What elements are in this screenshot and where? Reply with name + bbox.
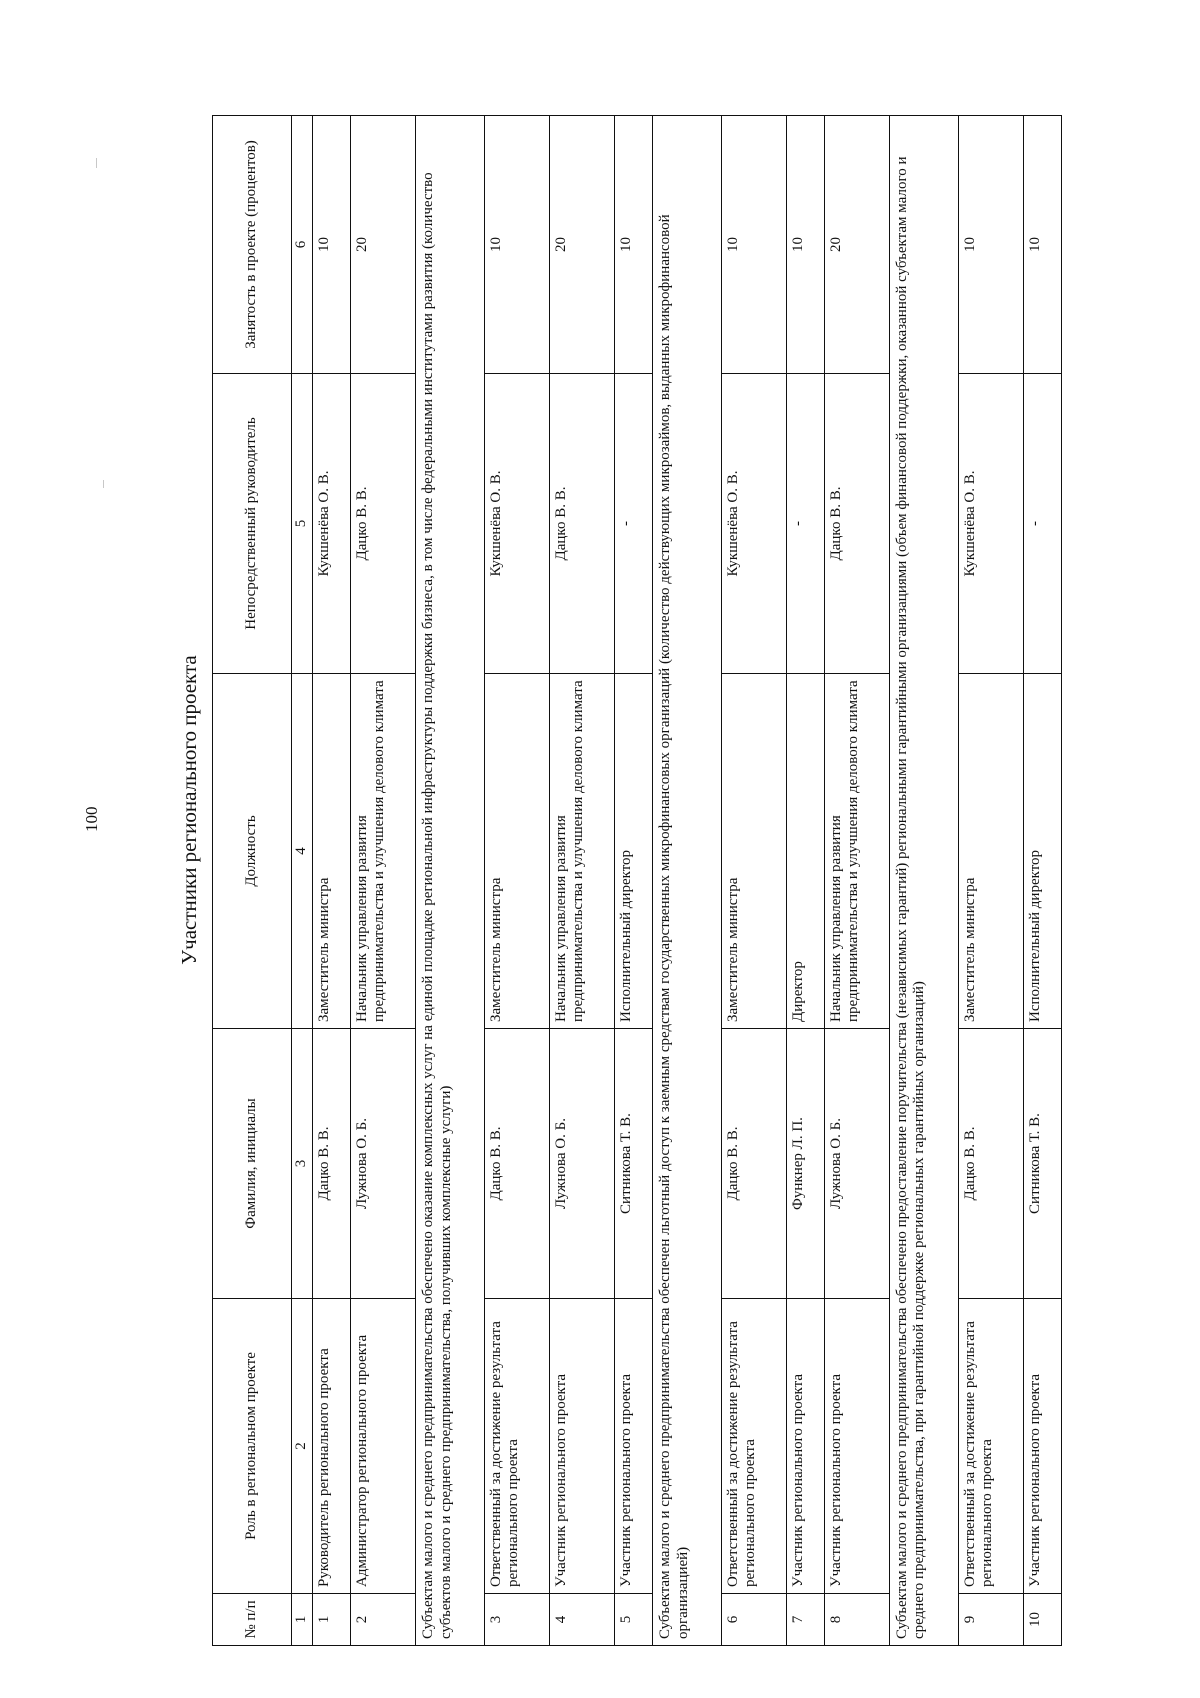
page-title: Участники регионального проекта [177,655,201,965]
row-position: Директор [786,674,824,1029]
column-number: 1 [292,1594,313,1646]
section-row [653,116,721,1646]
row-load: 20 [549,116,614,374]
row-load: 10 [958,116,1023,374]
row-position: Начальник управления развития предпринимательства и улучшения делового климата [549,674,614,1029]
row-num: 1 [313,1594,351,1646]
row-position: Начальник управления развития предпринимательства и улучшения делового климата [351,674,416,1029]
row-name: Ситникова Т. В. [1023,1029,1061,1299]
row-load: 10 [1023,116,1061,374]
row-role: Участник регионального проекта [786,1299,824,1594]
header-name: Фамилия, инициалы [213,1029,292,1299]
row-role: Участник регионального проекта [824,1299,889,1594]
table-row [1023,116,1061,1646]
row-name: Лужнова О. Б. [549,1029,614,1299]
column-number-row [292,116,313,1646]
row-load: 10 [721,116,786,374]
column-number: 6 [292,116,313,374]
row-role: Участник регионального проекта [615,1299,653,1594]
margin-mark [96,158,97,168]
row-supervisor: Кукшенёва О. В. [313,374,351,674]
header-position: Должность [213,674,292,1029]
table-row [313,116,351,1646]
row-num: 6 [721,1594,786,1646]
participants-table-wrapper [212,116,1062,1646]
row-name: Лужнова О. Б. [824,1029,889,1299]
margin-mark [103,480,104,488]
row-position: Начальник управления развития предпринимательства и улучшения делового климата [824,674,889,1029]
row-load: 10 [786,116,824,374]
row-num: 2 [351,1594,416,1646]
row-name: Лужнова О. Б. [351,1029,416,1299]
section-row [890,116,958,1646]
table-header-row [213,116,292,1646]
table-row [721,116,786,1646]
row-position: Заместитель министра [313,674,351,1029]
row-name: Дацко В. В. [484,1029,549,1299]
row-supervisor: Кукшенёва О. В. [958,374,1023,674]
table-row [549,116,614,1646]
table-row [958,116,1023,1646]
table-row [484,116,549,1646]
row-load: 20 [351,116,416,374]
row-num: 3 [484,1594,549,1646]
row-supervisor: - [1023,374,1061,674]
row-role: Ответственный за достижение результата регионального проекта [721,1299,786,1594]
row-role: Ответственный за достижение результата регионального проекта [484,1299,549,1594]
row-supervisor: Дацко В. В. [351,374,416,674]
row-supervisor: Кукшенёва О. В. [484,374,549,674]
table-row [786,116,824,1646]
row-name: Ситникова Т. В. [615,1029,653,1299]
row-load: 20 [824,116,889,374]
row-position: Исполнительный директор [1023,674,1061,1029]
header-num: № п/п [213,1594,292,1646]
section-text: Субъектам малого и среднего предпринимательства обеспечено предоставление поручительства (независимых гарантий) региональными гарантийными организациями (объем финансовой поддержки, оказанной субъектам малого и среднего предпринимательства, при гарантийной поддержке региональных гарантийных организаций) [890,116,958,1646]
row-num: 4 [549,1594,614,1646]
row-position: Заместитель министра [958,674,1023,1029]
table-row [824,116,889,1646]
page-number: 100 [82,806,101,832]
row-name: Дацко В. В. [958,1029,1023,1299]
participants-table [212,115,1062,1646]
row-load: 10 [313,116,351,374]
header-supervisor: Непосредственный руководитель [213,374,292,674]
row-name: Функнер Л. П. [786,1029,824,1299]
section-text: Субъектам малого и среднего предпринимательства обеспечено оказание комплексных услуг на единой площадке региональной инфраструктуры поддержки бизнеса, в том числе федеральными институтами развития (количество субъектов малого и среднего предпринимательства, получивших комплексные услуги) [416,116,484,1646]
row-num: 8 [824,1594,889,1646]
row-load: 10 [484,116,549,374]
row-supervisor: Дацко В. В. [824,374,889,674]
row-num: 7 [786,1594,824,1646]
row-position: Исполнительный директор [615,674,653,1029]
row-role: Ответственный за достижение результата регионального проекта [958,1299,1023,1594]
row-name: Дацко В. В. [313,1029,351,1299]
row-role: Руководитель регионального проекта [313,1299,351,1594]
table-row [351,116,416,1646]
row-supervisor: Кукшенёва О. В. [721,374,786,674]
row-num: 10 [1023,1594,1061,1646]
column-number: 4 [292,674,313,1029]
row-role: Участник регионального проекта [549,1299,614,1594]
row-supervisor: - [615,374,653,674]
row-load: 10 [615,116,653,374]
row-supervisor: Дацко В. В. [549,374,614,674]
header-load: Занятость в проекте (процентов) [213,116,292,374]
row-name: Дацко В. В. [721,1029,786,1299]
column-number: 2 [292,1299,313,1594]
row-position: Заместитель министра [484,674,549,1029]
column-number: 5 [292,374,313,674]
section-row [416,116,484,1646]
row-position: Заместитель министра [721,674,786,1029]
table-row [615,116,653,1646]
column-number: 3 [292,1029,313,1299]
row-role: Участник регионального проекта [1023,1299,1061,1594]
row-num: 5 [615,1594,653,1646]
row-supervisor: - [786,374,824,674]
section-text: Субъектам малого и среднего предпринимательства обеспечен льготный доступ к заемным средствам государственных микрофинансовых организаций (количество действующих микрозаймов, выданных микрофинансовой организацией) [653,116,721,1646]
row-num: 9 [958,1594,1023,1646]
header-role: Роль в региональном проекте [213,1299,292,1594]
row-role: Администратор регионального проекта [351,1299,416,1594]
